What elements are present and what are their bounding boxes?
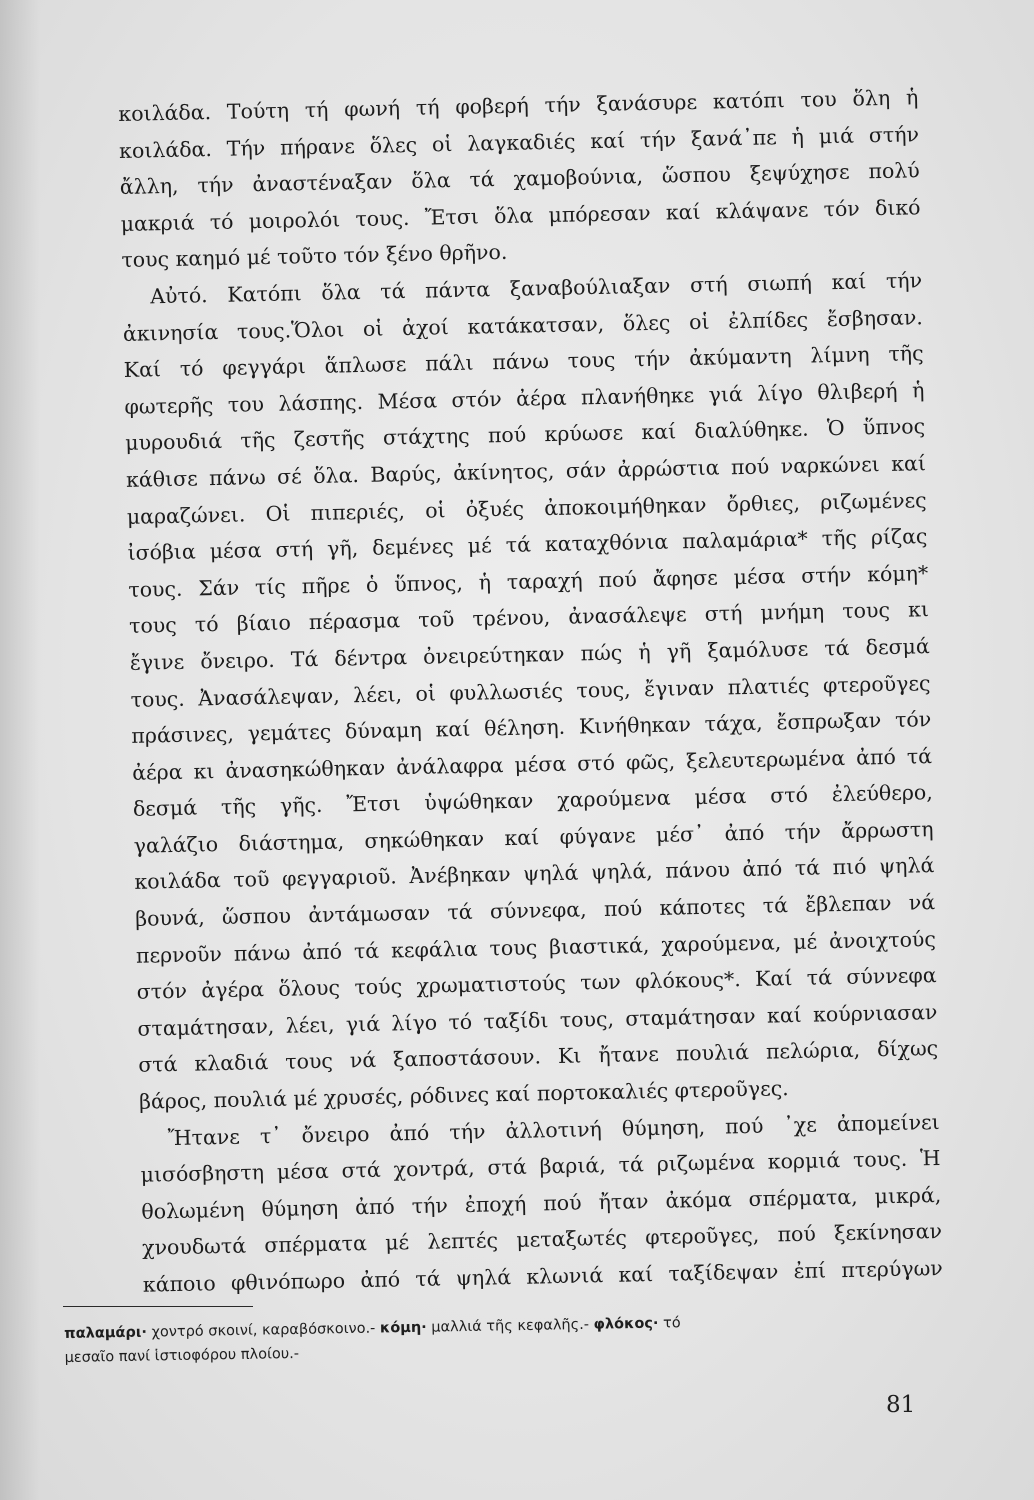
text-line-4: μακριά τό μοιρολόι τους. Ἔτσι ὅλα μπόρεσαν καί κλάψανε τόν δικό	[120, 195, 921, 236]
page-number: 81	[886, 1392, 916, 1418]
text-line-21: γαλάζιο διάστημα, σηκώθηκαν καί φύγανε μέσ᾽ ἀπό τήν ἄρρωστη	[133, 816, 934, 858]
text-line-27: στά κλαδιά τους νά ξαποστάσουν. Κι ἤτανε πουλιά πελώρια, δίχως	[138, 1036, 939, 1078]
text-line-2: κοιλάδα. Τήν πήρανε ὅλες οἱ λαγκαδιές καί τήν ξανά᾽πε ἡ μιά στήν	[118, 121, 920, 163]
text-line-22: κοιλάδα τοῦ φεγγαριοῦ. Ἀνέβηκαν ψηλά ψηλά, πάνου ἀπό τά πιό ψηλά	[134, 853, 935, 895]
text-line-13: ἰσόβια μέσα στή γῆ, δεμένες μέ τά καταχθόνια παλαμάρια* τῆς ρίζας	[127, 524, 928, 566]
page-gutter-shadow	[0, 0, 40, 1500]
text-line-23: βουνά, ὥσπου ἀντάμωσαν τά σύννεφα, πού κάποτες τά ἔβλεπαν νά	[134, 890, 936, 931]
footnote-definition: μαλλιά τῆς κεφαλῆς.-	[426, 1316, 594, 1336]
text-line-31: θολωμένη θύμηση ἀπό τήν ἐποχή πού ἤταν ἀκόμα σπέρματα, μικρά,	[141, 1182, 942, 1224]
text-line-33: κάποιο φθινόπωρο ἀπό τά ψηλά κλωνιά καί ταξίδεψαν ἐπί πτερύγων	[142, 1255, 943, 1297]
footnote-definition: χοντρό σκοινί, καραβόσκοινο.-	[146, 1320, 381, 1341]
footnote-divider	[63, 1306, 253, 1307]
text-line-19: ἀέρα κι ἀνασηκώθηκαν ἀνάλαφρα μέσα στό φῶς, ξελευτερωμένα ἀπό τά	[131, 743, 933, 785]
text-line-32: χνουδωτά σπέρματα μέ λεπτές μεταξωτές φτεροῦγες, πού ξεκίνησαν	[141, 1219, 943, 1261]
footnote-term: παλαμάρι·	[64, 1324, 148, 1342]
text-line-28: βάρος, πουλιά μέ χρυσές, ρόδινες καί πορτοκαλιές φτεροῦγες.	[138, 1076, 789, 1114]
text-line-17: τους. Ἀνασάλεψαν, λέει, οἱ φυλλωσιές τους, ἔγιναν πλατιές φτεροῦγες	[130, 670, 931, 712]
text-line-25: στόν ἀγέρα ὅλους τούς χρωματιστούς των φλόκους*. Καί τά σύννεφα	[136, 963, 937, 1005]
footnote	[64, 1307, 925, 1370]
text-line-20: δεσμά τῆς γῆς. Ἔτσι ὑψώθηκαν χαρούμενα μέσα στό ἐλεύθερο,	[132, 780, 934, 822]
body-text	[118, 79, 943, 1303]
text-line-10: μυρουδιά τῆς ζεστῆς στάχτης πού κρύωσε καί διαλύθηκε. Ὁ ὕπνος	[125, 414, 926, 456]
text-line-29: Ἤτανε τ᾽ ὄνειρο ἀπό τήν ἀλλοτινή θύμηση, πού ᾽χε ἀπομείνει	[167, 1109, 940, 1150]
text-line-14: τους. Σάν τίς πῆρε ὁ ὕπνος, ἡ ταραχή πού ἄφησε μέσα στήν κόμη*	[128, 560, 929, 602]
text-line-11: κάθισε πάνω σέ ὅλα. Βαρύς, ἀκίνητος, σάν ἀρρώστια πού ναρκώνει καί	[125, 451, 927, 492]
footnote-term: φλόκος·	[593, 1315, 659, 1333]
text-line-24: περνοῦν πάνω ἀπό τά κεφάλια τους βιαστικά, χαρούμενα, μέ ἀνοιχτούς	[135, 926, 937, 968]
text-line-8: Καί τό φεγγάρι ἅπλωσε πάλι πάνω τους τήν ἀκύμαντη λίμνη τῆς	[123, 341, 924, 383]
text-line-15: τους τό βίαιο πέρασμα τοῦ τρένου, ἀνασάλεψε στή μνήμη τους κι	[128, 597, 930, 639]
text-line-1: κοιλάδα. Τούτη τή φωνή τή φοβερή τήν ξανάσυρε κατόπι του ὅλη ἡ	[118, 85, 919, 126]
text-line-30: μισόσβηστη μέσα στά χοντρά, στά βαριά, τά ριζωμένα κορμιά τους. Ἡ	[140, 1146, 941, 1187]
text-line-9: φωτερῆς του λάσπης. Μέσα στόν ἀέρα πλανήθηκε γιά λίγο θλιβερή ἡ	[124, 377, 925, 419]
text-line-6: Αὐτό. Κατόπι ὅλα τά πάντα ξαναβούλιαξαν στή σιωπή καί τήν	[149, 268, 923, 309]
text-line-26: σταμάτησαν, λέει, γιά λίγο τό ταξίδι τους, σταμάτησαν καί κούρνιασαν	[137, 999, 938, 1041]
text-line-12: μαραζώνει. Οἱ πιπεριές, οἱ ὀξυές ἀποκοιμήθηκαν ὄρθιες, ριζωμένες	[126, 487, 927, 529]
text-line-16: ἔγινε ὄνειρο. Τά δέντρα ὀνειρεύτηκαν πώς ἡ γῆ ξαμόλυσε τά δεσμά	[129, 634, 930, 675]
footnote-term: κόμη·	[379, 1319, 427, 1337]
text-line-3: ἄλλη, τήν ἀναστέναξαν ὅλα τά χαμοβούνια, ὥσπου ξεψύχησε πολύ	[119, 158, 920, 200]
text-line-7: ἀκινησία τους.Ὅλοι οἱ ἀχοί κατάκατσαν, ὅλες οἱ ἐλπίδες ἔσβησαν.	[122, 304, 924, 346]
text-line-5: τους καημό μέ τοῦτο τόν ξένο θρῆνο.	[121, 240, 508, 273]
footnote-definition: τό	[658, 1315, 681, 1332]
footnote-line-2: μεσαῖο πανί ἱστιοφόρου πλοίου.-	[64, 1345, 300, 1366]
text-line-18: πράσινες, γεμάτες δύναμη καί θέληση. Κινήθηκαν τάχα, ἔσπρωξαν τόν	[131, 707, 932, 748]
